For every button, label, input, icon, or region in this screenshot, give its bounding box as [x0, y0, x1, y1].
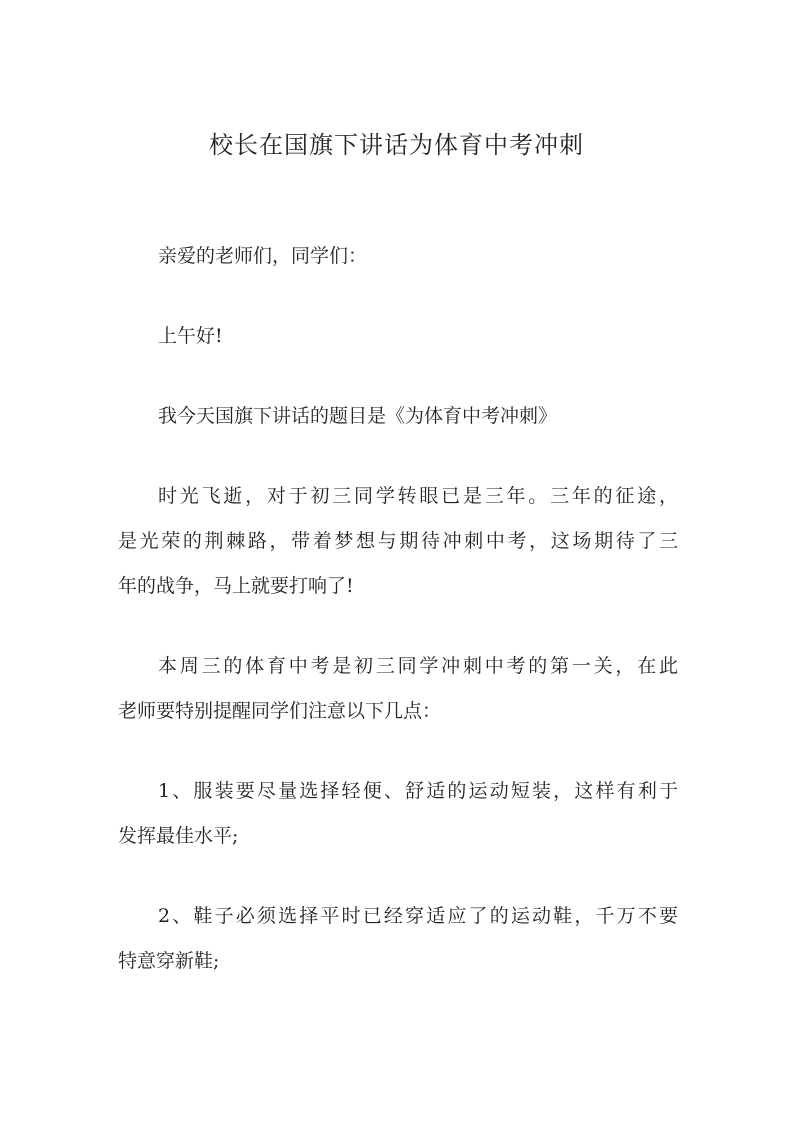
paragraph [118, 769, 678, 859]
paragraph-line: 发挥最佳水平; [118, 825, 239, 847]
document-body [118, 234, 678, 1019]
paragraph-line: 年的战争，马上就要打响了! [118, 575, 354, 597]
paragraph [118, 894, 678, 984]
paragraph-line: 上午好! [158, 325, 223, 347]
paragraph [118, 474, 678, 609]
paragraph-line: 是光荣的荆棘路，带着梦想与期待冲刺中考，这场期待了三 [118, 530, 678, 552]
paragraph [118, 314, 678, 359]
paragraph [118, 394, 678, 439]
paragraph [118, 644, 678, 734]
paragraph-line: 本周三的体育中考是初三同学冲刺中考的第一关，在此 [158, 655, 678, 677]
paragraph-line: 特意穿新鞋; [118, 950, 220, 972]
paragraph-line: 2、鞋子必须选择平时已经穿适应了的运动鞋，千万不要 [158, 905, 678, 927]
paragraph-line: 老师要特别提醒同学们注意以下几点： [118, 700, 442, 722]
paragraph-line: 1、服装要尽量选择轻便、舒适的运动短装，这样有利于 [158, 780, 678, 802]
paragraph [118, 234, 678, 279]
document-title: 校长在国旗下讲话为体育中考冲刺 [209, 131, 584, 159]
paragraph-line: 时光飞逝，对于初三同学转眼已是三年。三年的征途， [158, 485, 678, 507]
paragraph-line: 我今天国旗下讲话的题目是《为体育中考冲刺》 [158, 405, 558, 427]
paragraph-line: 亲爱的老师们，同学们： [158, 245, 368, 267]
